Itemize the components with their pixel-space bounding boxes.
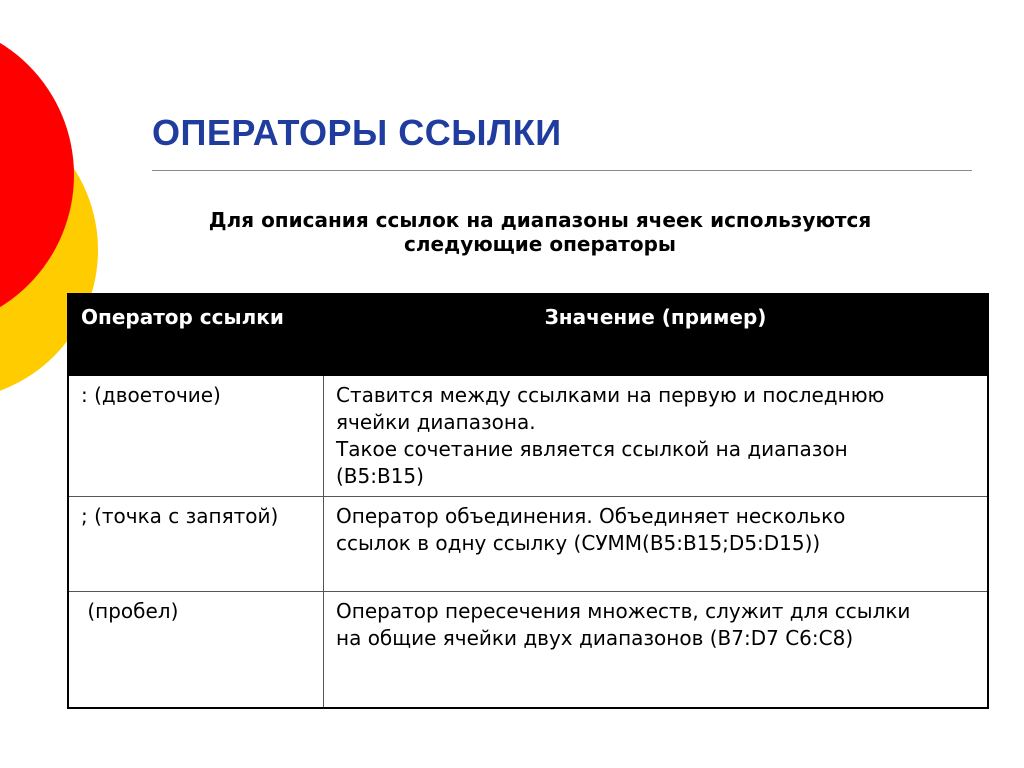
operator-cell: (пробел) (68, 592, 324, 709)
meaning-line: ссылок в одну ссылку (СУММ(B5:B15;D5:D15)) (336, 531, 821, 555)
meaning-line: (B5:B15) (336, 464, 424, 488)
table-header-row (68, 294, 988, 376)
meaning-line: Оператор объединения. Объединяет несколько (336, 504, 846, 528)
reference-operators-table (67, 293, 989, 709)
meaning-cell (324, 592, 989, 709)
meaning-cell (324, 376, 989, 497)
header-operator: Оператор ссылки (68, 294, 324, 376)
subtitle-line: Для описания ссылок на диапазоны ячеек используются (208, 208, 872, 232)
title-divider (152, 170, 972, 171)
meaning-line: Такое сочетание является ссылкой на диапазон (336, 437, 848, 461)
table-row (68, 592, 988, 709)
slide-subtitle (130, 208, 950, 256)
meaning-line: ячейки диапазона. (336, 410, 536, 434)
meaning-cell (324, 497, 989, 592)
slide-title: ОПЕРАТОРЫ ССЫЛКИ (152, 112, 562, 153)
table-row (68, 497, 988, 592)
subtitle-line: следующие операторы (403, 232, 677, 256)
meaning-line: на общие ячейки двух диапазонов (B7:D7 C6:C8) (336, 626, 854, 650)
meaning-line: Оператор пересечения множеств, служит для ссылки (336, 599, 911, 623)
operator-cell: : (двоеточие) (68, 376, 324, 497)
table-row (68, 376, 988, 497)
meaning-line: Ставится между ссылками на первую и последнюю (336, 383, 885, 407)
header-meaning: Значение (пример) (324, 294, 989, 376)
operator-cell: ; (точка с запятой) (68, 497, 324, 592)
